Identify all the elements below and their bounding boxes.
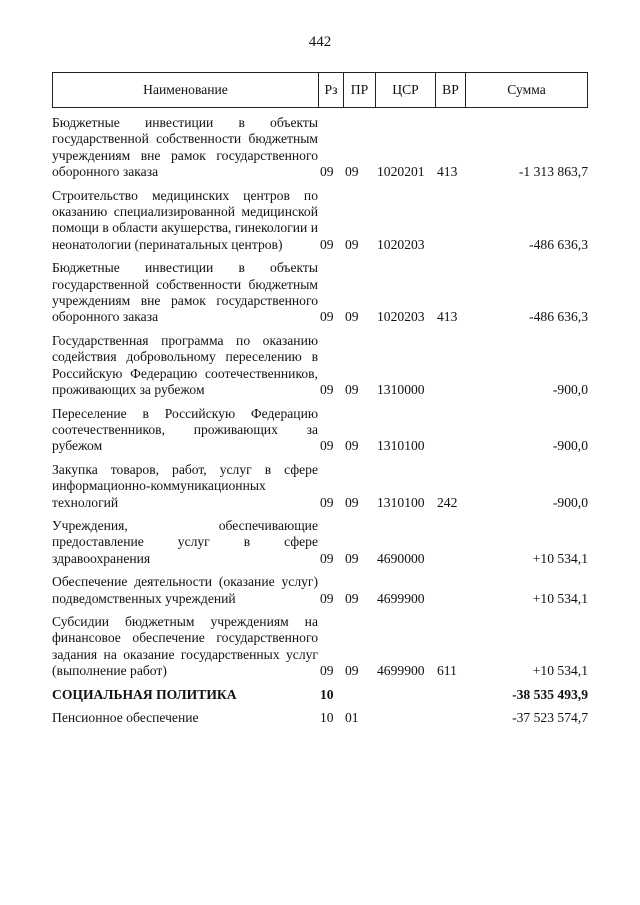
row-pr: 09 bbox=[345, 164, 359, 180]
row-csr: 1310100 bbox=[377, 438, 425, 454]
row-spacer bbox=[52, 455, 588, 462]
row-rz: 10 bbox=[320, 686, 334, 702]
row-pr: 09 bbox=[345, 438, 359, 454]
row-rz: 09 bbox=[320, 550, 334, 566]
row-csr: 4699900 bbox=[377, 663, 425, 679]
row-spacer bbox=[52, 108, 588, 115]
row-csr: 4699900 bbox=[377, 590, 425, 606]
row-name: Бюджетные инвестиции в объекты государственной собственности бюджетным учреждениям вне рамок государственного оборонного заказа bbox=[52, 115, 318, 180]
header-sum: Сумма bbox=[507, 81, 546, 97]
table-row bbox=[52, 462, 588, 511]
row-name: Переселение в Российскую Федерацию соотечественников, проживающих за рубежом bbox=[52, 405, 318, 454]
row-rz: 09 bbox=[320, 494, 334, 510]
row-sum: -1 313 863,7 bbox=[518, 164, 588, 180]
page-number: 442 bbox=[308, 34, 332, 50]
row-spacer bbox=[52, 567, 588, 574]
header-pr: ПР bbox=[344, 73, 376, 107]
table-header-row bbox=[52, 72, 588, 108]
row-spacer bbox=[52, 703, 588, 710]
row-vr: 611 bbox=[437, 663, 457, 679]
row-rz: 09 bbox=[320, 590, 334, 606]
row-name: Строительство медицинских центров по оказанию специализированной медицинской помощи в области акушерства, гинекологии и неонатологии (перинатальных центров) bbox=[52, 187, 318, 252]
row-rz: 09 bbox=[320, 663, 334, 679]
header-name: Наименование bbox=[53, 73, 319, 107]
row-name: Учреждения, обеспечивающие предоставление услуг в сфере здравоохранения bbox=[52, 517, 318, 566]
row-sum: -38 535 493,9 bbox=[512, 686, 588, 702]
row-spacer bbox=[52, 253, 588, 260]
row-sum: -486 636,3 bbox=[529, 309, 588, 325]
row-spacer bbox=[52, 511, 588, 518]
row-name: Субсидии бюджетным учреждениям на финансовое обеспечение государственного задания на оказание государственных услуг (выполнение работ) bbox=[52, 613, 318, 679]
row-rz: 09 bbox=[320, 164, 334, 180]
row-name: Закупка товаров, работ, услуг в сфере информационно-коммуникационных технологий bbox=[52, 461, 318, 510]
row-rz: 09 bbox=[320, 382, 334, 398]
row-pr: 09 bbox=[345, 590, 359, 606]
table-row bbox=[52, 574, 588, 607]
table-row bbox=[52, 333, 588, 399]
row-sum: +10 534,1 bbox=[532, 590, 588, 606]
row-rz: 09 bbox=[320, 438, 334, 454]
table-row bbox=[52, 518, 588, 567]
row-spacer bbox=[52, 399, 588, 406]
row-sum: -900,0 bbox=[552, 494, 588, 510]
table-row bbox=[52, 115, 588, 181]
row-csr: 1020201 bbox=[377, 164, 425, 180]
row-sum: -486 636,3 bbox=[529, 236, 588, 252]
header-vr: ВР bbox=[436, 73, 466, 107]
row-spacer bbox=[52, 680, 588, 687]
row-spacer bbox=[52, 607, 588, 614]
header-rz: Рз bbox=[319, 73, 344, 107]
table-row bbox=[52, 687, 588, 703]
row-spacer bbox=[52, 326, 588, 333]
row-pr: 09 bbox=[345, 309, 359, 325]
row-csr: 1310100 bbox=[377, 494, 425, 510]
table-row bbox=[52, 710, 588, 726]
row-vr: 242 bbox=[437, 494, 458, 510]
row-sum: -900,0 bbox=[552, 438, 588, 454]
row-sum: -37 523 574,7 bbox=[512, 710, 588, 725]
table-row bbox=[52, 188, 588, 254]
row-csr: 4690000 bbox=[377, 550, 425, 566]
table-row bbox=[52, 260, 588, 326]
row-spacer bbox=[52, 181, 588, 188]
row-name: Государственная программа по оказанию содействия добровольному переселению в Российскую Федерацию соотечественников, проживающих за рубежом bbox=[52, 332, 318, 398]
row-csr: 1020203 bbox=[377, 236, 425, 252]
row-sum: -900,0 bbox=[552, 382, 588, 398]
row-csr: 1020203 bbox=[377, 309, 425, 325]
row-pr: 09 bbox=[345, 382, 359, 398]
row-vr: 413 bbox=[437, 164, 458, 180]
row-pr: 01 bbox=[345, 710, 359, 725]
table-row bbox=[52, 406, 588, 455]
row-name: СОЦИАЛЬНАЯ ПОЛИТИКА bbox=[52, 686, 237, 702]
row-sum: +10 534,1 bbox=[532, 550, 588, 566]
row-rz: 09 bbox=[320, 236, 334, 252]
row-pr: 09 bbox=[345, 494, 359, 510]
row-vr: 413 bbox=[437, 309, 458, 325]
row-pr: 09 bbox=[345, 663, 359, 679]
row-sum: +10 534,1 bbox=[532, 663, 588, 679]
header-csr: ЦСР bbox=[376, 73, 436, 107]
table-row bbox=[52, 614, 588, 680]
row-pr: 09 bbox=[345, 550, 359, 566]
budget-table bbox=[52, 72, 588, 726]
row-rz: 10 bbox=[320, 710, 334, 725]
row-name: Обеспечение деятельности (оказание услуг) подведомственных учреждений bbox=[52, 574, 318, 606]
row-name: Бюджетные инвестиции в объекты государственной собственности бюджетным учреждениям вне рамок государственного оборонного заказа bbox=[52, 260, 318, 325]
row-rz: 09 bbox=[320, 309, 334, 325]
row-csr: 1310000 bbox=[377, 382, 425, 398]
row-pr: 09 bbox=[345, 236, 359, 252]
row-name: Пенсионное обеспечение bbox=[52, 710, 199, 725]
table-body bbox=[52, 108, 588, 726]
